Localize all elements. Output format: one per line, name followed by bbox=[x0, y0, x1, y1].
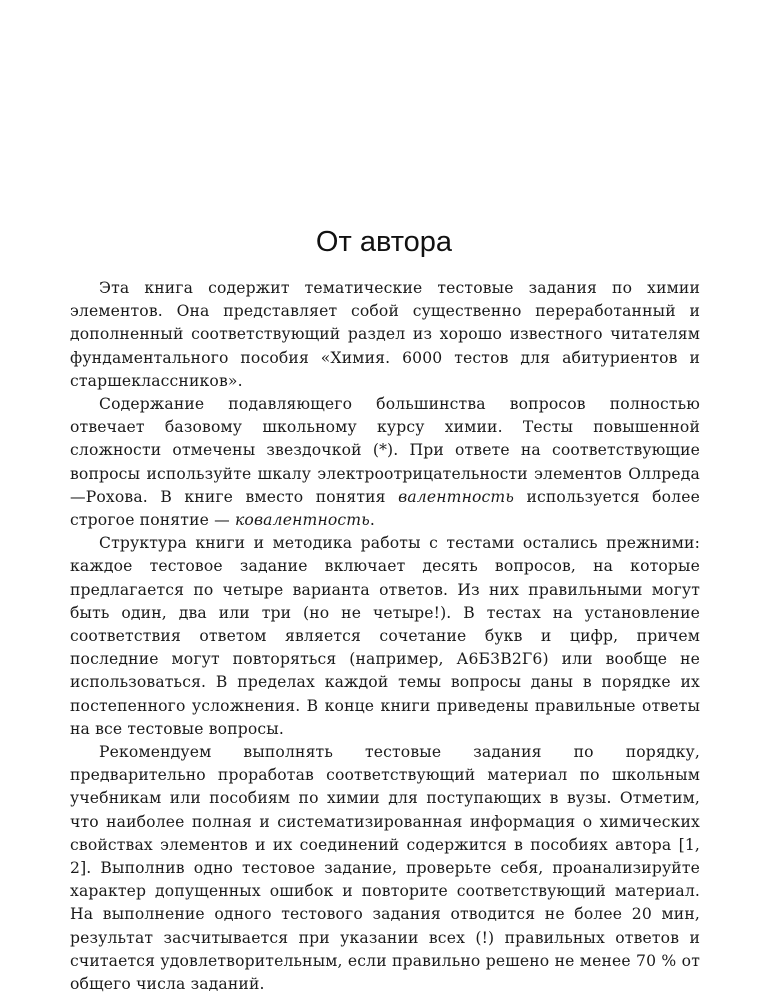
italic-term: ковалентность bbox=[234, 511, 370, 530]
paragraph bbox=[70, 393, 700, 532]
paragraph bbox=[70, 532, 700, 741]
paragraph bbox=[70, 277, 700, 393]
body-text bbox=[70, 277, 700, 996]
text-segment: Рекомендуем выполнять тестовые задания по порядку, предварительно проработав соответствующий материал по школьным учебникам или пособиям по химии для поступающих в вузы. Отметим, что наиболее полная и систематизированная информация о химических свойствах элементов и их соединений содержится в пособиях автора [1, 2]. Выполнив одно тестовое задание, проверьте себя, проанализируйте характер допущенных ошибок и повторите соответствующий материал. На выполнение одного тестового задания отводится не более 20 мин, результат засчитывается при указании всех (!) правильных ответов и считается удовлетворительным, если правильно решено не менее 70 % от общего числа заданий. bbox=[70, 743, 700, 994]
paragraph bbox=[70, 741, 700, 996]
text-segment: Структура книги и методика работы с тестами остались прежними: каждое тестовое задание включает десять вопросов, на которые предлагается по четыре варианта ответов. Из них правильными могут быть один, два или три (но не четыре!). В тестах на установление соответствия ответом является сочетание букв и цифр, причем последние могут повторяться (например, А6Б3В2Г6) или вообще не использоваться. В пределах каждой темы вопросы даны в порядке их постепенного усложнения. В конце книги приведены правильные ответы на все тестовые вопросы. bbox=[70, 534, 700, 738]
text-segment: Содержание подавляющего большинства вопросов полностью отвечает базовому школьному курсу химии. Тесты повышенной сложности отмечены звездочкой (*). При ответе на соответствующие вопросы используйте шкалу электроотрицательности элементов Оллреда—Рохова. В книге вместо понятия bbox=[70, 395, 700, 506]
text-segment: используется более строгое понятие — bbox=[70, 487, 700, 530]
text-segment: Эта книга содержит тематические тестовые задания по химии элементов. Она представляет собой существенно переработанный и дополненный соответствующий раздел из хорошо известного читателям фундаментального пособия «Химия. 6000 тестов для абитуриентов и старшеклассников». bbox=[70, 279, 700, 390]
page-title: От автора bbox=[315, 226, 453, 258]
text-segment: . bbox=[369, 511, 375, 530]
italic-term: валентность bbox=[398, 487, 515, 506]
